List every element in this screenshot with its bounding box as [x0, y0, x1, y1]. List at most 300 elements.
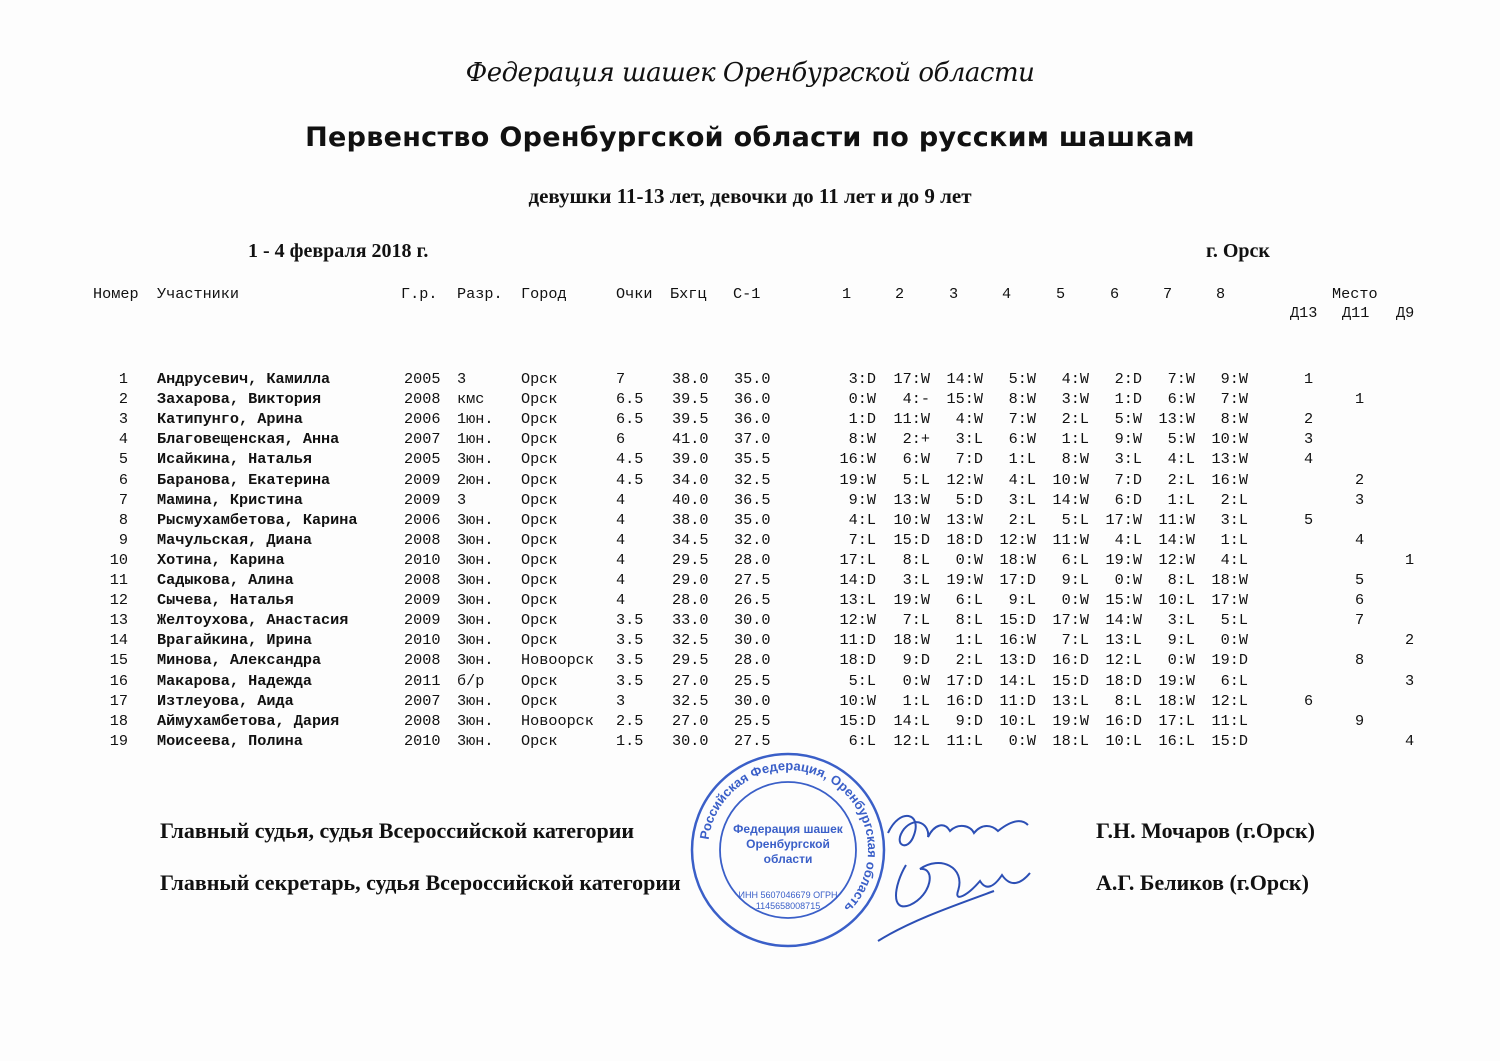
points: 4: [616, 510, 626, 529]
row-number: 4: [118, 430, 128, 449]
round-1-result: 14:D: [839, 571, 876, 589]
col-round-7: 7: [1163, 285, 1173, 303]
table-row: [0, 571, 1500, 591]
round-6-result: 13:L: [1105, 631, 1142, 650]
rank: 1юн.: [457, 410, 494, 429]
round-3-result: 1:L: [955, 631, 983, 650]
round-7-result: 14:W: [1158, 530, 1195, 549]
round-6-result: 10:L: [1105, 731, 1142, 750]
round-8-result: 9:W: [1220, 370, 1248, 388]
col-place: Место: [1332, 285, 1378, 303]
page-subtitle: девушки 11-13 лет, девочки до 11 лет и до 9 лет: [528, 184, 972, 208]
c1: 37.0: [734, 430, 771, 449]
rank: 3: [457, 490, 467, 509]
participant-name: Изтлеуова, Аида: [157, 691, 294, 710]
round-6-result: 19:W: [1105, 550, 1142, 569]
row-number: 13: [109, 611, 128, 630]
round-4-result: 3:L: [1008, 490, 1036, 509]
birth-year: 2005: [404, 370, 441, 388]
round-4-result: 14:L: [999, 671, 1036, 690]
round-7-result: 13:W: [1158, 410, 1195, 429]
round-8-result: 11:L: [1211, 711, 1248, 730]
place-d11: 2: [1355, 470, 1365, 489]
round-7-result: 6:W: [1167, 390, 1195, 409]
c1: 32.5: [734, 470, 771, 489]
participant-name: Рысмухамбетова, Карина: [157, 510, 358, 529]
signature-chief-secretary: [878, 863, 1030, 941]
buchholz: 39.5: [672, 390, 709, 409]
col-round-2: 2: [895, 285, 905, 303]
rank: кмс: [457, 390, 485, 409]
round-8-result: 8:W: [1220, 410, 1248, 429]
round-2-result: 5:L: [902, 470, 930, 489]
city: Орск: [521, 631, 558, 650]
round-4-result: 6:W: [1008, 430, 1036, 449]
round-2-result: 12:L: [893, 731, 930, 750]
round-1-result: 15:D: [839, 711, 876, 730]
col-round-6: 6: [1110, 285, 1120, 303]
place-d13: 1: [1304, 370, 1314, 388]
round-6-result: 0:W: [1114, 571, 1142, 589]
col-place-d13: Д13: [1290, 304, 1318, 322]
stamp-ring-text: Российская Федерация, Оренбургская область: [696, 757, 881, 916]
page-title: Первенство Оренбургской области по русским шашкам: [305, 122, 1195, 153]
table-row: [0, 450, 1500, 470]
rank: 3юн.: [457, 550, 494, 569]
row-number: 16: [109, 671, 128, 690]
stamp-inner-text: Федерация шашек Оренбургской области: [733, 822, 843, 866]
city: Орск: [521, 450, 558, 469]
points: 4: [616, 530, 626, 549]
col-rank: Разр.: [457, 285, 503, 303]
stamp-ids: ИНН 5607046679 ОГРН 1145658008715: [738, 890, 838, 911]
round-8-result: 13:W: [1211, 450, 1248, 469]
birth-year: 2008: [404, 530, 441, 549]
round-5-result: 7:L: [1061, 631, 1089, 650]
c1: 27.5: [734, 731, 771, 750]
points: 4: [616, 571, 626, 589]
round-1-result: 12:W: [839, 611, 876, 630]
participant-name: Баранова, Екатерина: [157, 470, 331, 489]
participant-name: Мамина, Кристина: [157, 490, 303, 509]
c1: 35.5: [734, 450, 771, 469]
round-3-result: 15:W: [946, 390, 983, 409]
round-6-result: 1:D: [1114, 390, 1142, 409]
rank: 3юн.: [457, 510, 494, 529]
round-1-result: 3:D: [848, 370, 876, 388]
place-d11: 3: [1355, 490, 1365, 509]
round-6-result: 7:D: [1114, 470, 1142, 489]
birth-year: 2010: [404, 631, 441, 650]
participant-name: Катипунго, Арина: [157, 410, 303, 429]
round-1-result: 13:L: [839, 591, 876, 610]
birth-year: 2006: [404, 510, 441, 529]
c1: 28.0: [734, 550, 771, 569]
round-1-result: 19:W: [839, 470, 876, 489]
round-3-result: 0:W: [955, 550, 983, 569]
round-6-result: 6:D: [1114, 490, 1142, 509]
round-8-result: 0:W: [1220, 631, 1248, 650]
round-2-result: 15:D: [893, 530, 930, 549]
city: Орск: [521, 691, 558, 710]
place-d9: 2: [1405, 631, 1415, 650]
c1: 30.0: [734, 631, 771, 650]
city: Орск: [521, 611, 558, 630]
birth-year: 2008: [404, 651, 441, 670]
rank: 3юн.: [457, 731, 494, 750]
row-number: 15: [109, 651, 128, 670]
place-d11: 4: [1355, 530, 1365, 549]
birth-year: 2009: [404, 591, 441, 610]
table-row: [0, 531, 1500, 551]
place-d13: 6: [1304, 691, 1314, 710]
round-3-result: 19:W: [946, 571, 983, 589]
round-7-result: 11:W: [1158, 510, 1195, 529]
table-row: [0, 410, 1500, 430]
round-5-result: 19:W: [1052, 711, 1089, 730]
round-4-result: 10:L: [999, 711, 1036, 730]
c1: 25.5: [734, 711, 771, 730]
city: Орск: [521, 571, 558, 589]
round-5-result: 6:L: [1061, 550, 1089, 569]
c1: 35.0: [734, 370, 771, 388]
round-5-result: 15:D: [1052, 671, 1089, 690]
round-8-result: 19:D: [1211, 651, 1248, 670]
city: Орск: [521, 370, 558, 388]
round-7-result: 18:W: [1158, 691, 1195, 710]
place-d11: 6: [1355, 591, 1365, 610]
row-number: 6: [118, 470, 128, 489]
buchholz: 28.0: [672, 591, 709, 610]
round-4-result: 0:W: [1008, 731, 1036, 750]
birth-year: 2010: [404, 731, 441, 750]
points: 1.5: [616, 731, 644, 750]
round-3-result: 18:D: [946, 530, 983, 549]
rank: 3юн.: [457, 571, 494, 589]
city: Орск: [521, 530, 558, 549]
round-8-result: 15:D: [1211, 731, 1248, 750]
col-place-d11: Д11: [1342, 304, 1370, 322]
place-d11: 8: [1355, 651, 1365, 670]
table-row: [0, 732, 1500, 752]
round-8-result: 4:L: [1220, 550, 1248, 569]
round-8-result: 10:W: [1211, 430, 1248, 449]
round-1-result: 1:D: [848, 410, 876, 429]
round-4-result: 9:L: [1008, 591, 1036, 610]
row-number: 18: [109, 711, 128, 730]
row-number: 3: [118, 410, 128, 429]
round-5-result: 14:W: [1052, 490, 1089, 509]
table-row: [0, 712, 1500, 732]
round-8-result: 2:L: [1220, 490, 1248, 509]
official-stamp: [688, 750, 888, 950]
c1: 36.5: [734, 490, 771, 509]
place-d13: 3: [1304, 430, 1314, 449]
city: Орск: [521, 591, 558, 610]
place-d11: 5: [1355, 571, 1365, 589]
round-7-result: 4:L: [1167, 450, 1195, 469]
col-year: Г.р.: [401, 285, 438, 303]
round-4-result: 2:L: [1008, 510, 1036, 529]
round-1-result: 11:D: [839, 631, 876, 650]
city: Орск: [521, 390, 558, 409]
col-bh: Бхгц: [670, 285, 707, 303]
round-6-result: 3:L: [1114, 450, 1142, 469]
participant-name: Макарова, Надежда: [157, 671, 312, 690]
row-number: 9: [118, 530, 128, 549]
federation-heading: Федерация шашек Оренбургской области: [465, 58, 1035, 88]
round-3-result: 16:D: [946, 691, 983, 710]
round-2-result: 8:L: [902, 550, 930, 569]
birth-year: 2005: [404, 450, 441, 469]
round-2-result: 14:L: [893, 711, 930, 730]
round-8-result: 12:L: [1211, 691, 1248, 710]
birth-year: 2008: [404, 571, 441, 589]
event-date: 1 - 4 февраля 2018 г.: [248, 240, 429, 262]
col-place-d9: Д9: [1396, 304, 1415, 322]
buchholz: 40.0: [672, 490, 709, 509]
city: Орск: [521, 550, 558, 569]
points: 4.5: [616, 450, 644, 469]
city: Орск: [521, 410, 558, 429]
round-8-result: 3:L: [1220, 510, 1248, 529]
participant-name: Минова, Александра: [157, 651, 322, 670]
table-row: [0, 651, 1500, 671]
round-3-result: 7:D: [955, 450, 983, 469]
birth-year: 2006: [404, 410, 441, 429]
c1: 36.0: [734, 410, 771, 429]
buchholz: 33.0: [672, 611, 709, 630]
round-5-result: 9:L: [1061, 571, 1089, 589]
participant-name: Хотина, Карина: [157, 550, 285, 569]
c1: 32.0: [734, 530, 771, 549]
rank: 3юн.: [457, 611, 494, 630]
row-number: 1: [118, 370, 128, 388]
round-7-result: 5:W: [1167, 430, 1195, 449]
c1: 27.5: [734, 571, 771, 589]
round-7-result: 0:W: [1167, 651, 1195, 670]
round-6-result: 8:L: [1114, 691, 1142, 710]
place-d11: 9: [1355, 711, 1365, 730]
buchholz: 39.0: [672, 450, 709, 469]
round-6-result: 15:W: [1105, 591, 1142, 610]
participant-name: Исайкина, Наталья: [157, 450, 312, 469]
round-3-result: 5:D: [955, 490, 983, 509]
round-1-result: 4:L: [848, 510, 876, 529]
col-points: Очки: [616, 285, 653, 303]
place-d13: 5: [1304, 510, 1314, 529]
round-4-result: 11:D: [999, 691, 1036, 710]
birth-year: 2008: [404, 711, 441, 730]
round-7-result: 1:L: [1167, 490, 1195, 509]
table-row: [0, 491, 1500, 511]
round-1-result: 6:L: [848, 731, 876, 750]
points: 4.5: [616, 470, 644, 489]
birth-year: 2009: [404, 490, 441, 509]
round-5-result: 0:W: [1061, 591, 1089, 610]
rank: 3: [457, 370, 467, 388]
buchholz: 32.5: [672, 691, 709, 710]
participant-name: Благовещенская, Анна: [157, 430, 340, 449]
round-1-result: 5:L: [848, 671, 876, 690]
round-4-result: 16:W: [999, 631, 1036, 650]
round-1-result: 8:W: [848, 430, 876, 449]
round-1-result: 16:W: [839, 450, 876, 469]
round-5-result: 10:W: [1052, 470, 1089, 489]
round-2-result: 9:D: [902, 651, 930, 670]
rank: 3юн.: [457, 711, 494, 730]
participant-name: Сычева, Наталья: [157, 591, 294, 610]
row-number: 10: [109, 550, 128, 569]
table-row: [0, 511, 1500, 531]
round-6-result: 5:W: [1114, 410, 1142, 429]
round-1-result: 18:D: [839, 651, 876, 670]
round-7-result: 8:L: [1167, 571, 1195, 589]
round-5-result: 1:L: [1061, 430, 1089, 449]
rank: 3юн.: [457, 631, 494, 650]
round-2-result: 10:W: [893, 510, 930, 529]
round-7-result: 2:L: [1167, 470, 1195, 489]
round-3-result: 3:L: [955, 430, 983, 449]
rank: 2юн.: [457, 470, 494, 489]
table-row: [0, 591, 1500, 611]
round-2-result: 11:W: [893, 410, 930, 429]
round-8-result: 18:W: [1211, 571, 1248, 589]
round-1-result: 9:W: [848, 490, 876, 509]
birth-year: 2009: [404, 611, 441, 630]
round-7-result: 19:W: [1158, 671, 1195, 690]
city: Орск: [521, 671, 558, 690]
row-number: 17: [109, 691, 128, 710]
city: Орск: [521, 510, 558, 529]
round-6-result: 4:L: [1114, 530, 1142, 549]
signature-chief-judge: [888, 816, 1028, 845]
place-d9: 3: [1405, 671, 1415, 690]
round-3-result: 8:L: [955, 611, 983, 630]
row-number: 12: [109, 591, 128, 610]
round-5-result: 18:L: [1052, 731, 1089, 750]
round-4-result: 13:D: [999, 651, 1036, 670]
rank: 3юн.: [457, 450, 494, 469]
points: 6.5: [616, 410, 644, 429]
round-2-result: 17:W: [893, 370, 930, 388]
place-d11: 7: [1355, 611, 1365, 630]
c1: 30.0: [734, 611, 771, 630]
round-7-result: 9:L: [1167, 631, 1195, 650]
round-5-result: 8:W: [1061, 450, 1089, 469]
round-5-result: 3:W: [1061, 390, 1089, 409]
chief-secretary-name: А.Г. Беликов (г.Орск): [1096, 870, 1309, 895]
participant-name: Андрусевич, Камилла: [157, 370, 331, 388]
table-row: [0, 551, 1500, 571]
participant-name: Врагайкина, Ирина: [157, 631, 312, 650]
round-2-result: 7:L: [902, 611, 930, 630]
city: Орск: [521, 430, 558, 449]
round-8-result: 5:L: [1220, 611, 1248, 630]
col-num: Номер: [93, 285, 139, 303]
round-6-result: 9:W: [1114, 430, 1142, 449]
row-number: 7: [118, 490, 128, 509]
participant-name: Захарова, Виктория: [157, 390, 322, 409]
col-round-8: 8: [1216, 285, 1226, 303]
round-1-result: 7:L: [848, 530, 876, 549]
round-2-result: 18:W: [893, 631, 930, 650]
place-d13: 2: [1304, 410, 1314, 429]
round-2-result: 19:W: [893, 591, 930, 610]
round-7-result: 3:L: [1167, 611, 1195, 630]
c1: 26.5: [734, 591, 771, 610]
points: 4: [616, 490, 626, 509]
table-row: [0, 471, 1500, 491]
round-5-result: 16:D: [1052, 651, 1089, 670]
round-1-result: 17:L: [839, 550, 876, 569]
round-5-result: 5:L: [1061, 510, 1089, 529]
round-4-result: 4:L: [1008, 470, 1036, 489]
round-7-result: 17:L: [1158, 711, 1195, 730]
signatures: [870, 795, 1060, 945]
birth-year: 2010: [404, 550, 441, 569]
chief-secretary-label: Главный секретарь, судья Всероссийской категории: [160, 870, 681, 895]
round-5-result: 4:W: [1061, 370, 1089, 388]
round-7-result: 16:L: [1158, 731, 1195, 750]
place-d11: 1: [1355, 390, 1365, 409]
col-round-1: 1: [842, 285, 852, 303]
table-row: [0, 370, 1500, 390]
round-8-result: 17:W: [1211, 591, 1248, 610]
round-7-result: 7:W: [1167, 370, 1195, 388]
col-c1: С-1: [733, 285, 761, 303]
birth-year: 2007: [404, 691, 441, 710]
participant-name: Садыкова, Алина: [157, 571, 294, 589]
buchholz: 27.0: [672, 671, 709, 690]
buchholz: 32.5: [672, 631, 709, 650]
buchholz: 38.0: [672, 510, 709, 529]
round-3-result: 13:W: [946, 510, 983, 529]
rank: 3юн.: [457, 591, 494, 610]
round-6-result: 14:W: [1105, 611, 1142, 630]
round-6-result: 12:L: [1105, 651, 1142, 670]
round-4-result: 15:D: [999, 611, 1036, 630]
points: 7: [616, 370, 626, 388]
round-4-result: 7:W: [1008, 410, 1036, 429]
round-6-result: 2:D: [1114, 370, 1142, 388]
round-4-result: 5:W: [1008, 370, 1036, 388]
buchholz: 34.0: [672, 470, 709, 489]
round-7-result: 12:W: [1158, 550, 1195, 569]
table-row: [0, 611, 1500, 631]
round-5-result: 2:L: [1061, 410, 1089, 429]
points: 3: [616, 691, 626, 710]
round-3-result: 14:W: [946, 370, 983, 388]
participant-name: Моисеева, Полина: [157, 731, 303, 750]
round-6-result: 17:W: [1105, 510, 1142, 529]
city: Орск: [521, 470, 558, 489]
city: Орск: [521, 731, 558, 750]
c1: 36.0: [734, 390, 771, 409]
round-1-result: 10:W: [839, 691, 876, 710]
chief-judge-name: Г.Н. Мочаров (г.Орск): [1096, 818, 1315, 843]
birth-year: 2011: [404, 671, 441, 690]
table-row: [0, 390, 1500, 410]
round-6-result: 16:D: [1105, 711, 1142, 730]
round-4-result: 18:W: [999, 550, 1036, 569]
col-round-3: 3: [949, 285, 959, 303]
table-row: [0, 631, 1500, 651]
row-number: 2: [118, 390, 128, 409]
round-5-result: 13:L: [1052, 691, 1089, 710]
buchholz: 29.5: [672, 651, 709, 670]
points: 2.5: [616, 711, 644, 730]
